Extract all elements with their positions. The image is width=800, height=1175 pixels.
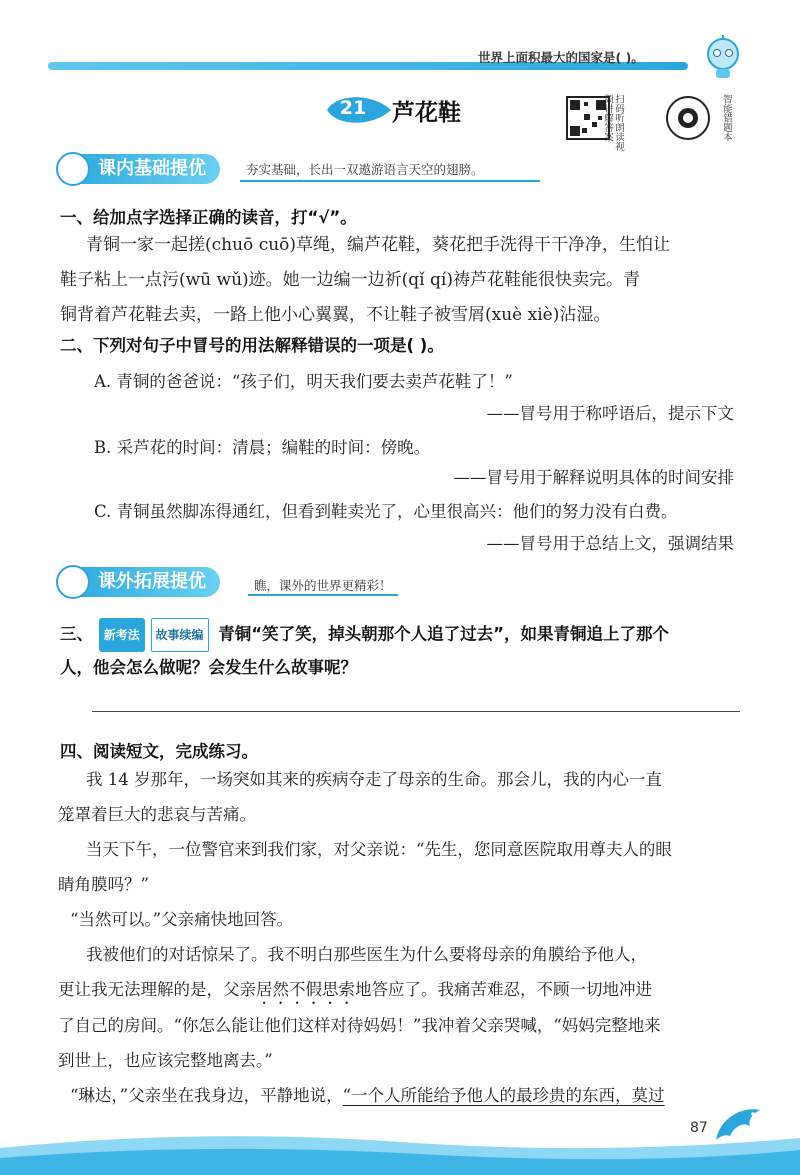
- passage-line: 笼罩着巨大的悲哀与苦痛。: [58, 805, 256, 824]
- passage-line: 了自己的房间。“你怎么能让他们这样对待妈妈！”我冲着父亲哭喊，“妈妈完整地来: [58, 1016, 661, 1035]
- reading-passage: [58, 762, 746, 1113]
- tag-new-method: 新考法: [99, 618, 145, 652]
- section-title: 课外拓展提优: [98, 571, 206, 592]
- passage-text: 更让我无法理解的是，父亲: [58, 980, 256, 999]
- app-logo-icon: [668, 98, 708, 138]
- question-4-heading: 四、阅读短文，完成练习。: [60, 742, 258, 761]
- robot-mascot-icon: [700, 34, 746, 80]
- passage-line: 睛角膜吗？”: [58, 875, 149, 894]
- question-1-heading: 一、给加点字选择正确的读音，打“√”。: [60, 208, 357, 227]
- section-underline: [240, 180, 540, 182]
- q3-line-2: 人，他会怎么做呢？会发生什么故事呢？: [60, 658, 357, 677]
- dotted-phrase: 居然不假思索: [256, 980, 355, 999]
- question-2-heading: 二、下列对句子中冒号的用法解释错误的一项是( )。: [60, 336, 444, 355]
- q3-number: 三、: [60, 624, 93, 644]
- page-number: 87: [690, 1120, 708, 1136]
- question-1-text: [60, 228, 746, 333]
- underlined-sentence: “一个人所能给予他人的最珍贵的东西，莫过: [342, 1086, 665, 1105]
- section-note: 瞧，课外的世界更精彩！: [254, 578, 392, 593]
- qr-right-caption: 智能错题本: [721, 94, 732, 142]
- passage-line: “当然可以。”父亲痛快地回答。: [70, 910, 294, 929]
- passage-text: 地答应了。我痛苦难忍，不顾一切地冲进: [355, 980, 652, 999]
- tag-story-continuation: 故事续编: [151, 618, 209, 652]
- lesson-number: 21: [339, 97, 367, 119]
- option-b: B. 采芦花的时间：清晨；编鞋的时间：傍晚。: [94, 438, 431, 457]
- dolphin-icon: [708, 1100, 768, 1155]
- section-title: 课内基础提优: [98, 158, 206, 179]
- option-b-note: ——冒号用于解释说明具体的时间安排: [453, 468, 734, 487]
- q1-line-1: 青铜一家一起搓(chuō cuō)草绳，编芦花鞋，葵花把手洗得干干净净，生怕让: [86, 235, 671, 255]
- lesson-title: 芦花鞋: [392, 100, 461, 126]
- option-a: A. 青铜的爸爸说：“孩子们，明天我们要去卖芦花鞋了！”: [94, 372, 513, 391]
- section-dragon-icon: [56, 565, 90, 599]
- option-c: C. 青铜虽然脚冻得通红，但看到鞋卖光了，心里很高兴：他们的努力没有白费。: [94, 502, 678, 521]
- q3-line-1: 青铜“笑了笑，掉头朝那个人追了过去”，如果青铜追上了那个: [218, 624, 669, 644]
- bottom-wave-decoration: [0, 1128, 800, 1175]
- section-header-basic: [58, 154, 220, 184]
- header-quiz-text: 世界上面积最大的国家是( )。: [478, 50, 644, 65]
- passage-line: 我 14 岁那年，一场突如其来的疾病夺走了母亲的生命。那会儿，我的内心一直: [86, 770, 662, 789]
- answer-line[interactable]: [92, 711, 740, 712]
- question-3: [60, 618, 750, 684]
- passage-line: 到世上，也应该完整地离去。”: [58, 1051, 273, 1070]
- section-note: 夯实基础，长出一双遨游语言天空的翅膀。: [246, 162, 484, 177]
- passage-line: 我被他们的对话惊呆了。我不明白那些医生为什么要将母亲的角膜给予他人，: [86, 945, 647, 964]
- q1-line-3: 铜背着芦花鞋去卖，一路上他小心翼翼，不让鞋子被雪屑(xuè xiè)沾湿。: [60, 305, 611, 325]
- option-a-note: ——冒号用于称呼语后，提示下文: [486, 404, 734, 423]
- section-underline: [248, 594, 398, 596]
- passage-text: “琳达，”父亲坐在我身边，平静地说，: [70, 1086, 343, 1105]
- passage-line: [58, 972, 746, 1008]
- passage-line: [70, 1078, 746, 1113]
- qr-left-caption: 扫码听朗读视频讲解答案: [602, 94, 624, 151]
- option-c-note: ——冒号用于总结上文，强调结果: [486, 534, 734, 553]
- passage-line: 当天下午，一位警官来到我们家，对父亲说：“先生，您同意医院取用尊夫人的眼: [86, 840, 672, 859]
- q1-line-2: 鞋子粘上一点污(wū wǔ)迹。她一边编一边祈(qǐ qí)祷芦花鞋能很快卖完。青: [60, 270, 640, 290]
- section-swirl-icon: [56, 152, 90, 186]
- section-header-extension: [58, 567, 220, 597]
- qr-code-error-book[interactable]: [666, 96, 710, 140]
